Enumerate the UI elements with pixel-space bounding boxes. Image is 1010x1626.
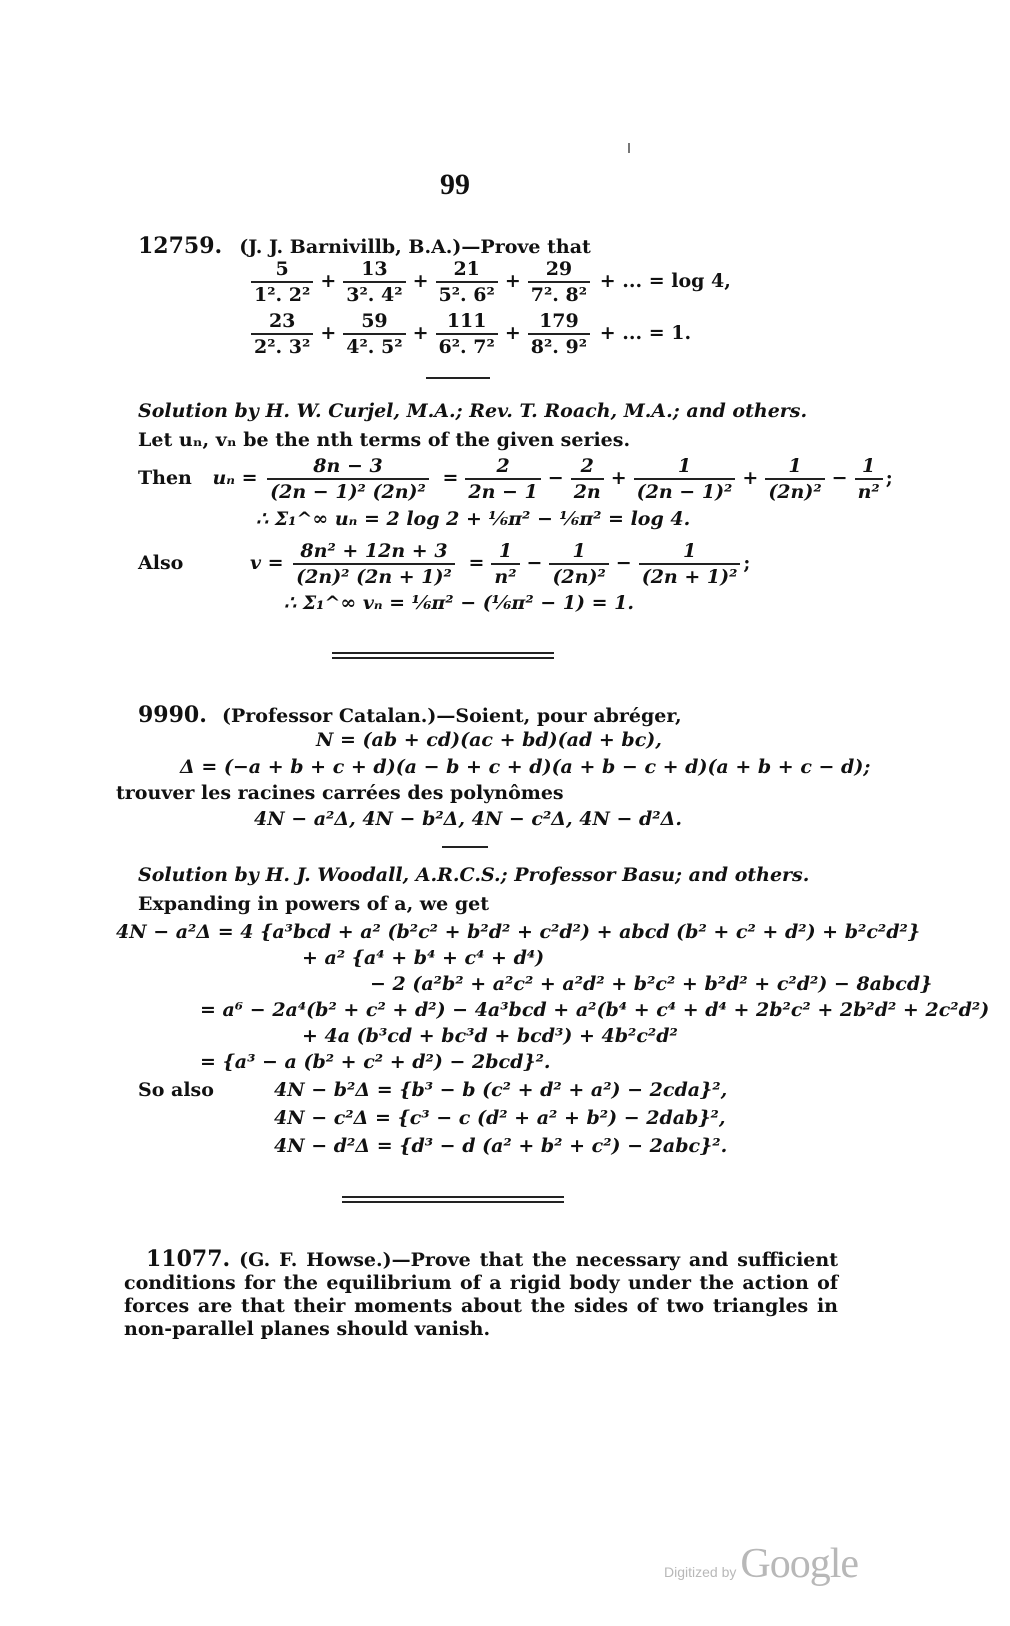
expanding-line: Expanding in powers of a, we get [138,893,490,915]
then-end: ; [885,467,893,489]
then-fraction: $\frac{8n - 3}{\text{(2n − 1)² (2n)²}}$ [267,455,429,503]
then-label: Then [138,467,192,489]
polynomials-line: 4N − a²Δ, 4N − b²Δ, 4N − c²Δ, 4N − d²Δ. [254,808,682,830]
also-lhs: v = [249,552,284,574]
then-term-fraction: $\frac{1}{\text{(2n − 1)²}}$ [634,455,736,503]
problem-12759-heading [138,233,591,259]
equation-line-4: = a⁶ − 2a⁴(b² + c² + d²) − 4a³bcd + a²(b⁴ + c⁴ + d⁴ + 2b²c² + 2b²d² + 2c²d²) [200,999,990,1021]
problem-header: (J. J. Barnivillb, B.A.)—Prove that [239,236,591,258]
series-one-term: $\frac{5}{\text{1². 2²}}$ [251,258,313,306]
so-also-label: So also [138,1079,214,1101]
google-logo: Google [740,1541,859,1587]
double-rule-bottom [332,657,554,659]
then-lhs: uₙ = [212,467,258,489]
equation-line-9: 4N − d²Δ = {d³ − d (a² + b² + c²) − 2abc}². [274,1135,728,1157]
also-term-operator: = [468,552,485,574]
double-rule-top [342,1196,564,1198]
equation-line-6: = {a³ − a (b² + c² + d²) − 2bcd}². [200,1051,551,1073]
equation-line-7: 4N − b²Δ = {b³ − b (c² + d² + a²) − 2cda}², [274,1079,728,1101]
page-number: 99 [440,168,470,201]
equation-line-1: 4N − a²Δ = 4 {a³bcd + a² (b²c² + b²d² + c²d²) + abcd (b² + c² + d²) + b²c²d²} [116,921,921,943]
then-term-operator: = [442,467,459,489]
trouver-line: trouver les racines carrées des polynômes [116,782,564,804]
problem-header: (Professor Catalan.)—Soient, pour abréger, [221,705,682,727]
series-two: $\frac{23}{\text{2². 3²}}$ + $\frac{59}{\text{4². 5²}}$ + $\frac{111}{\text{6². 7²}}$ + $\frac{179}{\text{8². 9²}}$ + ... = 1. [248,310,691,358]
equation-line-3: − 2 (a²b² + a²c² + a²d² + b²c² + b²d² + c²d²) − 8abcd} [370,973,933,995]
also-end: ; [743,552,751,574]
problem-number: 12759. [138,233,223,259]
then-term-operator: + [610,467,627,489]
also-term-fraction: $\frac{1}{\text{n²}}$ [491,540,519,588]
solution-intro: Let uₙ, vₙ be the nth terms of the given series. [138,429,631,451]
also-term-fraction: $\frac{1}{\text{(2n)²}}$ [549,540,608,588]
series-one-tail: + ... = log 4, [599,270,731,292]
series-one-term: $\frac{29}{\text{7². 8²}}$ [528,258,590,306]
scan-mark [628,143,630,153]
problem-text: (G. F. Howse.)—Prove that the necessary and sufficient conditions for the equilibrium of a rigid body under the action of forces are that their moments about the sides of two triangles in non-parallel planes should vanish. [124,1249,838,1340]
equation-sum-v: ∴ Σ₁^∞ vₙ = ⅙π² − (⅙π² − 1) = 1. [284,592,634,614]
equation-then [138,455,893,503]
series-two-term: $\frac{111}{\text{6². 7²}}$ [436,310,498,358]
then-term-fraction: $\frac{2}{2n}$ [571,455,604,503]
section-divider [442,846,488,848]
digitized-by-google-watermark [664,1540,858,1588]
double-rule-bottom [342,1201,564,1203]
double-rule-top [332,652,554,654]
series-two-term: $\frac{179}{\text{8². 9²}}$ [528,310,590,358]
delta-definition: Δ = (−a + b + c + d)(a − b + c + d)(a + b − c + d)(a + b + c − d); [180,756,871,778]
also-label: Also [138,552,184,574]
series-one: $\frac{5}{\text{1². 2²}}$ + $\frac{13}{\text{3². 4²}}$ + $\frac{21}{\text{5². 6²}}$ + $\frac{29}{\text{7². 8²}}$ + ... = log 4, [248,258,731,306]
also-term-operator: − [526,552,543,574]
also-fraction: $\frac{\text{8n² + 12n + 3}}{\text{(2n)² (2n + 1)²}}$ [293,540,455,588]
problem-9990-heading [138,702,682,728]
problem-number: 11077. [146,1246,231,1272]
series-two-tail: + ... = 1. [599,322,692,344]
also-term-fraction: $\frac{1}{\text{(2n + 1)²}}$ [639,540,741,588]
then-term-operator: + [742,467,759,489]
then-term-operator: − [547,467,564,489]
equation-line-2: + a² {a⁴ + b⁴ + c⁴ + d⁴) [302,947,545,969]
problem-11077 [124,1248,838,1341]
watermark-small-text: Digitized by [664,1564,737,1580]
solution-credit: Solution by H. J. Woodall, A.R.C.S.; Professor Basu; and others. [138,864,810,886]
equation-line-5: + 4a (b³cd + bc³d + bcd³) + 4b²c²d² [302,1025,678,1047]
equation-also [138,540,750,588]
section-divider [426,377,490,379]
then-term-fraction: $\frac{1}{\text{(2n)²}}$ [765,455,824,503]
then-term-fraction: $\frac{1}{\text{n²}}$ [855,455,883,503]
then-term-fraction: $\frac{2}{2n - 1}$ [465,455,540,503]
N-definition: N = (ab + cd)(ac + bd)(ad + bc), [316,729,662,751]
series-one-term: $\frac{21}{\text{5². 6²}}$ [436,258,498,306]
also-term-operator: − [615,552,632,574]
equation-line-8: 4N − c²Δ = {c³ − c (d² + a² + b²) − 2dab}², [274,1107,726,1129]
equation-sum-u: ∴ Σ₁^∞ uₙ = 2 log 2 + ⅙π² − ⅙π² = log 4. [256,508,691,530]
then-term-operator: − [831,467,848,489]
series-two-term: $\frac{59}{\text{4². 5²}}$ [343,310,405,358]
solution-credit: Solution by H. W. Curjel, M.A.; Rev. T. Roach, M.A.; and others. [138,400,808,422]
series-one-term: $\frac{13}{\text{3². 4²}}$ [343,258,405,306]
series-two-term: $\frac{23}{\text{2². 3²}}$ [251,310,313,358]
problem-number: 9990. [138,702,207,728]
